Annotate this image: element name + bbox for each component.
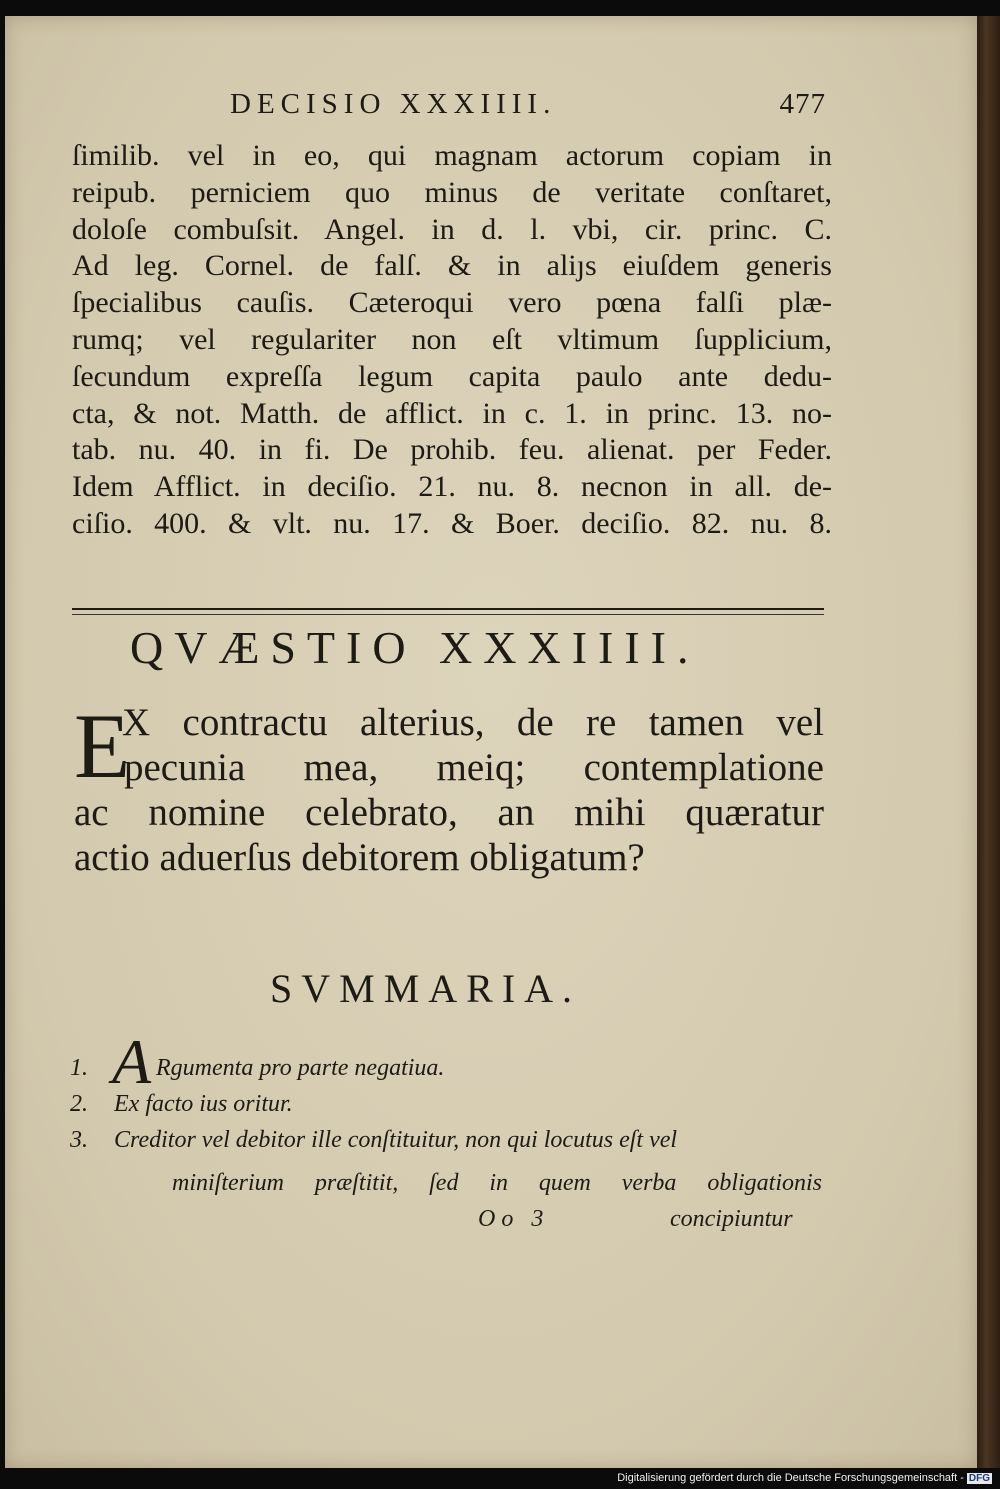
quaestio-text <box>74 695 824 880</box>
summaria-list <box>70 1026 830 1158</box>
section-rule <box>72 608 824 610</box>
body-line: cta, & not. Matth. de afflict. in c. 1. in princ. 13. no- <box>72 396 832 430</box>
body-line: Ad leg. Cornel. de falſ. & in aliȷs eiuſdem generis <box>72 249 832 283</box>
body-line: doloſe combuſsit. Angel. in d. l. vbi, cir. princ. C. <box>72 212 832 246</box>
summary-initial: A <box>112 1026 152 1097</box>
summary-number: 2. <box>70 1091 88 1117</box>
body-line: rumq; vel regulariter non eſt vltimum ſupplicium, <box>72 322 832 356</box>
summary-text: Ex facto ius oritur. <box>114 1091 293 1117</box>
quaestio-heading: QVÆSTIO XXXIIII. <box>130 622 700 673</box>
catchword: concipiuntur <box>670 1206 793 1232</box>
body-line: tab. nu. 40. in fi. De prohib. feu. alienat. per Feder. <box>72 433 832 467</box>
quaestio-line: X contractu alterius, de re tamen vel <box>122 701 824 744</box>
summary-continuation: miniſterium præſtitit, ſed in quem verba obligationis <box>172 1170 822 1196</box>
digitization-credit <box>617 1472 992 1484</box>
quaestio-line: ac nomine celebrato, an mihi quæratur <box>74 791 824 834</box>
section-rule-thin <box>72 614 824 615</box>
summary-item <box>70 1026 830 1097</box>
book-binding-edge <box>977 16 1000 1468</box>
body-line: ciſio. 400. & vlt. nu. 17. & Boer. deciſio. 82. nu. 8. <box>72 506 832 540</box>
running-head <box>230 88 830 128</box>
dfg-logo: DFG <box>968 1473 990 1484</box>
summary-number: 1. <box>70 1055 88 1081</box>
body-line: reipub. perniciem quo minus de veritate conſtaret, <box>72 175 832 209</box>
body-line: ſpecialibus cauſis. Cæteroqui vero pœna falſi plæ- <box>72 286 832 320</box>
drop-cap: E <box>74 695 131 797</box>
summary-number: 3. <box>70 1127 88 1153</box>
page-number: 477 <box>779 88 826 120</box>
summaria-heading: SVMMARIA. <box>270 966 582 1011</box>
summary-item <box>70 1122 830 1158</box>
quaestio-line: pecunia mea, meiq; contemplatione <box>124 746 824 789</box>
summary-text: Creditor vel debitor ille conſtituitur, non qui locutus eſt vel <box>114 1127 678 1153</box>
body-line: ſecundum expreſſa legum capita paulo ante dedu- <box>72 359 832 393</box>
running-head-title: DECISIO XXXIIII. <box>230 88 557 120</box>
quaestio-line: actio aduerſus debitorem obligatum? <box>74 836 645 879</box>
body-line: Idem Afflict. in deciſio. 21. nu. 8. necnon in all. de- <box>72 470 832 504</box>
summary-text: Rgumenta pro parte negatiua. <box>156 1055 445 1081</box>
credit-text: Digitalisierung gefördert durch die Deutsche Forschungsgemeinschaft - <box>617 1472 964 1484</box>
signature-mark: Oo 3 <box>478 1206 550 1232</box>
body-text <box>72 138 832 543</box>
summary-item <box>70 1086 830 1122</box>
body-line: ſimilib. vel in eo, qui magnam actorum copiam in <box>72 139 832 172</box>
